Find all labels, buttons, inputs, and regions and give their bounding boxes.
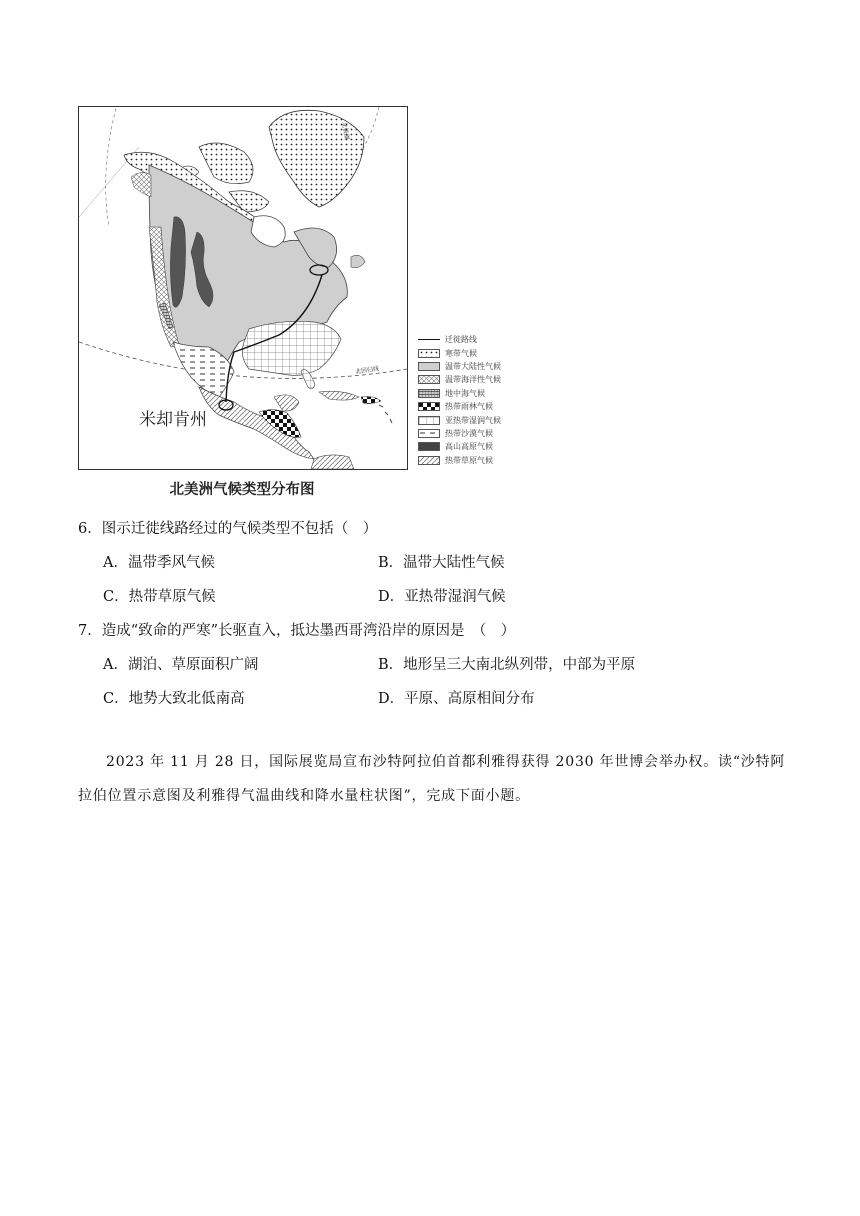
- legend-item: [418, 427, 501, 440]
- checker-swatch-icon: [418, 402, 440, 411]
- map-legend: [418, 333, 501, 467]
- legend-label: 热带雨林气候: [445, 402, 493, 412]
- light-gray-swatch-icon: [418, 362, 440, 371]
- dense-hatch-swatch-icon: [418, 389, 440, 398]
- question-7-option-b: B．地形呈三大南北纵列带，中部为平原: [378, 657, 636, 673]
- legend-label: 迁徙路线: [445, 335, 477, 345]
- legend-item: [418, 346, 501, 359]
- legend-label: 地中海气候: [445, 388, 485, 398]
- route-line-icon: [418, 335, 440, 344]
- map-graphic: [79, 107, 407, 469]
- passage-paragraph: 2023 年 11 月 28 日，国际展览局宣布沙特阿拉伯首都利雅得获得 2030 年世博会举办权。读“沙特阿拉伯位置示意图及利雅得气温曲线和降水量柱状图”，完成下面小题。: [78, 754, 786, 804]
- diagonal-swatch-icon: [418, 456, 440, 465]
- legend-item: [418, 400, 501, 413]
- legend-item: [418, 413, 501, 426]
- question-6-option-d: D．亚热带湿润气候: [378, 589, 506, 605]
- legend-label: 热带草原气候: [445, 455, 493, 465]
- tropic-of-cancer-label: 北回归线: [354, 365, 380, 376]
- legend-item: [418, 454, 501, 467]
- legend-item: [418, 373, 501, 386]
- climate-map: [78, 106, 408, 470]
- arctic-circle-label: 北极圈: [340, 121, 351, 141]
- michoacan-label: 米却肯州: [139, 410, 207, 430]
- legend-label: 高山高原气候: [445, 442, 493, 452]
- legend-item: [418, 360, 501, 373]
- legend-item: [418, 387, 501, 400]
- question-6-stem: 6．图示迁徙线路经过的气候类型不包括（ ）: [78, 521, 378, 537]
- legend-label: 温带海洋性气候: [445, 375, 501, 385]
- dark-gray-swatch-icon: [418, 442, 440, 451]
- grid-swatch-icon: [418, 416, 440, 425]
- map-caption: 北美洲气候类型分布图: [169, 482, 315, 498]
- legend-label: 寒带气候: [445, 348, 477, 358]
- question-7-option-a: A．湖泊、草原面积广阔: [103, 657, 259, 673]
- legend-item: [418, 440, 501, 453]
- legend-item: [418, 333, 501, 346]
- dots-swatch-icon: [418, 349, 440, 358]
- question-6-option-c: C．热带草原气候: [103, 589, 216, 605]
- question-7-stem: 7．造成“致命的严寒”长驱直入，抵达墨西哥湾沿岸的原因是 （ ）: [78, 623, 516, 639]
- legend-label: 热带沙漠气候: [445, 428, 493, 438]
- question-6-option-a: A．温带季风气候: [103, 555, 215, 571]
- dash-swatch-icon: [418, 429, 440, 438]
- question-7-option-d: D．平原、高原相间分布: [378, 691, 535, 707]
- crosshatch-swatch-icon: [418, 375, 440, 384]
- legend-label: 亚热带湿润气候: [445, 415, 501, 425]
- question-7-option-c: C．地势大致北低南高: [103, 691, 245, 707]
- legend-label: 温带大陆性气候: [445, 361, 501, 371]
- question-6-option-b: B．温带大陆性气候: [378, 555, 505, 571]
